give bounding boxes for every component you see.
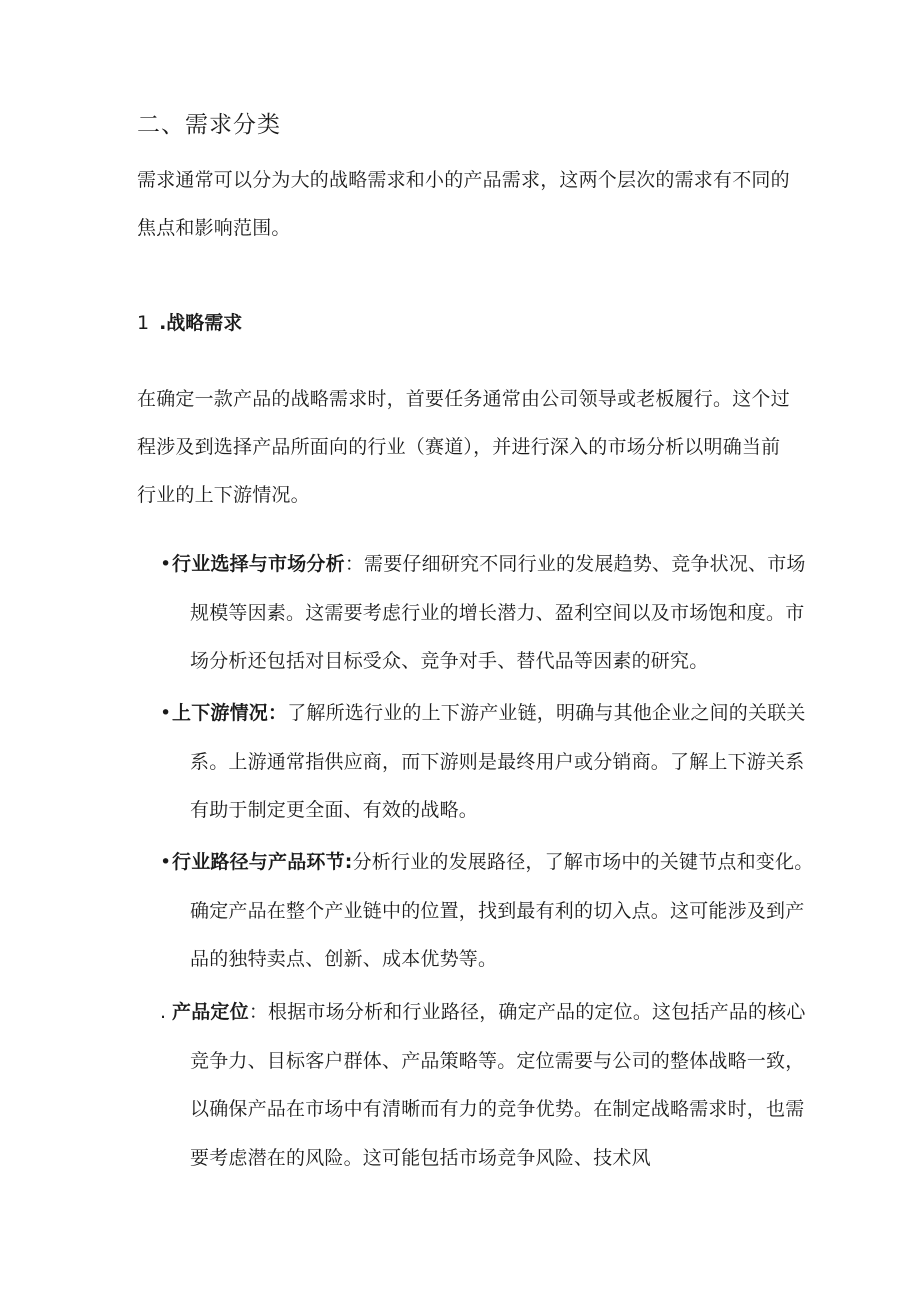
list-item-body: 根据市场分析和行业路径，确定产品的定位。这包括产品的核心竞争力、目标客户群体、产品策略等。定位需要与公司的整体战略一致，以确保产品在市场中有清晰而有力的竞争优势。在制定战略需求时，也需要考虑潜在的风险。这可能包括市场竞争风险、技术风 <box>190 1001 806 1169</box>
list-item <box>160 689 822 835</box>
list-item <box>160 988 822 1182</box>
list-item-separator: ： <box>248 1001 269 1023</box>
list-item-lead: 行业选择与市场分析 <box>172 553 345 575</box>
list-item-body: 需要仔细研究不同行业的发展趋势、竞争状况、市场规模等因素。这需要考虑行业的增长潜力、盈利空间以及市场饱和度。市场分析还包括对目标受众、竞争对手、替代品等因素的研究。 <box>190 553 806 672</box>
subsection-heading <box>137 306 242 340</box>
section-intro-paragraph: 需求通常可以分为大的战略需求和小的产品需求，这两个层次的需求有不同的焦点和影响范围。 <box>137 169 790 239</box>
bullet-marker: . <box>160 1001 167 1023</box>
bullet-marker: • <box>160 553 172 575</box>
list-item-separator: ： <box>344 553 365 575</box>
list-item-body: 了解所选行业的上下游产业链，明确与其他企业之间的关联关系。上游通常指供应商，而下游则是最终用户或分销商。了解上下游关系有助于制定更全面、有效的战略。 <box>190 702 806 821</box>
list-item <box>160 838 822 984</box>
subsection-paragraph: 在确定一款产品的战略需求时，首要任务通常由公司领导或老板履行。这个过程涉及到选择产品所面向的行业（赛道），并进行深入的市场分析以明确当前行业的上下游情况。 <box>137 388 790 506</box>
list-item-body: 分析行业的发展路径，了解市场中的关键节点和变化。确定产品在整个产业链中的位置，找到最有利的切入点。这可能涉及到产品的独特卖点、创新、成本优势等。 <box>190 851 814 970</box>
list-item-lead: 行业路径与产品环节: <box>172 851 353 873</box>
list-item-lead: 产品定位 <box>172 1001 249 1023</box>
bullet-marker: • <box>160 851 172 873</box>
list-item-lead: 上下游情况： <box>172 702 288 724</box>
subsection-title: .战略需求 <box>159 312 243 334</box>
subsection-number: 1 <box>137 312 150 334</box>
section-heading: 二、需求分类 <box>137 112 281 138</box>
bullet-marker: • <box>160 702 172 724</box>
list-item <box>160 540 822 686</box>
